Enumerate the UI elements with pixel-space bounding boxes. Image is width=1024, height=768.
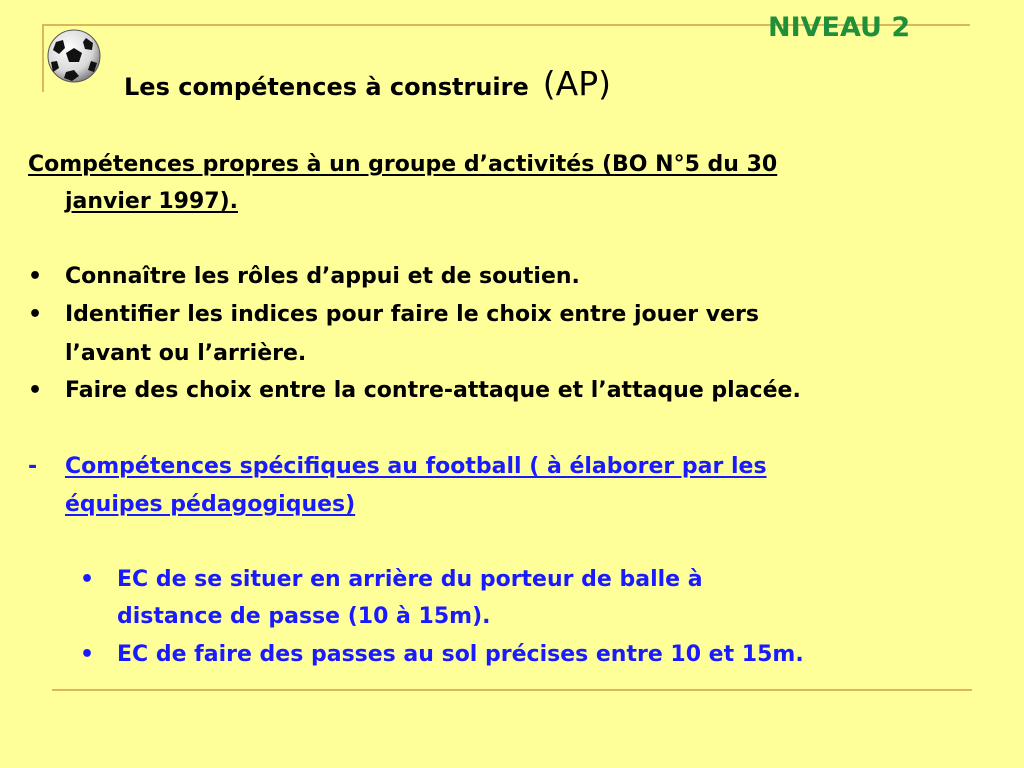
list-item: EC de faire des passes au sol précises entre 10 et 15m. — [117, 642, 804, 667]
list-item: EC de se situer en arrière du porteur de balle à — [117, 567, 703, 592]
page-title — [124, 64, 611, 103]
section1-heading-line2: janvier 1997). — [65, 189, 239, 214]
dash-marker: - — [28, 454, 38, 479]
list-item: Connaître les rôles d’appui et de soutien. — [65, 264, 580, 289]
soccer-ball-icon — [46, 28, 102, 84]
list-item-continuation: distance de passe (10 à 15m). — [117, 604, 491, 629]
level-label: NIVEAU 2 — [768, 12, 911, 43]
list-item: Identifier les indices pour faire le choix entre jouer vers — [65, 302, 759, 327]
page-title-suffix: (AP) — [542, 64, 611, 103]
section1-heading — [28, 146, 988, 220]
bullet-marker: • — [80, 567, 95, 592]
bullet-marker: • — [28, 302, 43, 327]
list-item-continuation: l’avant ou l’arrière. — [65, 341, 307, 366]
section2-heading-line1-text: Compétences spécifiques au football ( à élaborer par les — [65, 454, 767, 479]
section1-heading-line1: Compétences propres à un groupe d’activités (BO N°5 du 30 — [28, 152, 778, 177]
section2-heading-line2-text: équipes pédagogiques) — [65, 492, 356, 517]
bullet-marker: • — [28, 378, 43, 403]
bottom-rule — [52, 689, 972, 691]
bullet-marker: • — [80, 642, 95, 667]
list-item: Faire des choix entre la contre-attaque et l’attaque placée. — [65, 378, 801, 403]
section2-heading-line2 — [65, 486, 985, 523]
section2-heading-line1 — [65, 448, 985, 485]
page-title-text: Les compétences à construire — [124, 73, 529, 101]
bullet-marker: • — [28, 264, 43, 289]
left-rule — [42, 24, 44, 92]
